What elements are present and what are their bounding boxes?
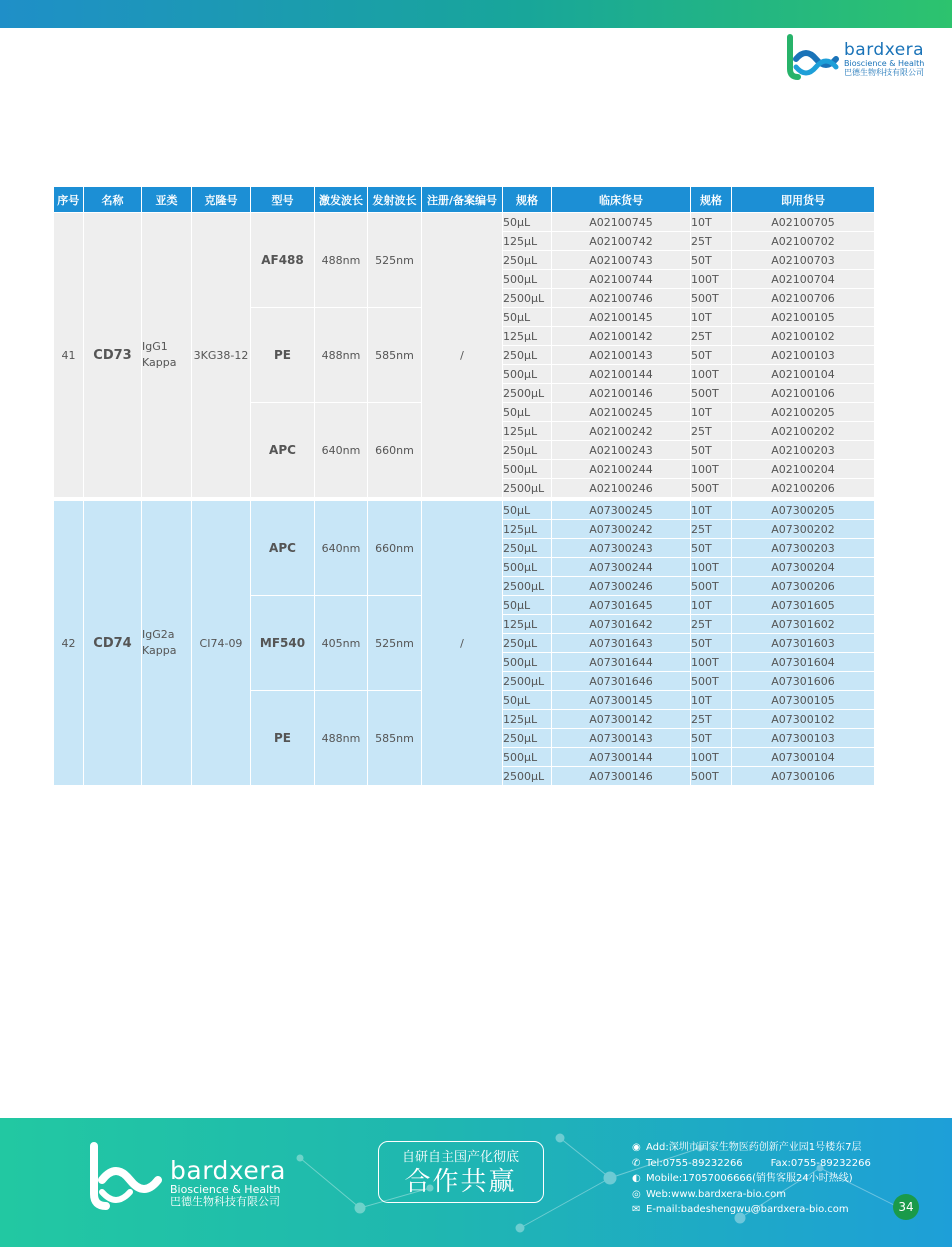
spec-volume: 50μL	[503, 691, 552, 710]
clinical-catalog-number: A07301642	[552, 615, 691, 634]
page-number: 34	[893, 1194, 919, 1220]
bardxera-logo-icon-white	[86, 1142, 166, 1212]
fluorophore-type: PE	[251, 308, 315, 403]
clinical-catalog-number: A07300145	[552, 691, 691, 710]
clinical-catalog-number: A02100746	[552, 289, 691, 308]
contact-mobile: ◐ Mobile:17057006666(销售客服24小时热线)	[632, 1171, 871, 1187]
spec-volume: 250μL	[503, 346, 552, 365]
brand-sub-cn: 巴德生物科技有限公司	[844, 68, 924, 77]
footer-brand-sub-cn: 巴德生物科技有限公司	[170, 1195, 280, 1208]
clinical-catalog-number: A07300243	[552, 539, 691, 558]
clinical-catalog-number: A02100245	[552, 403, 691, 422]
clinical-catalog-number: A07301643	[552, 634, 691, 653]
spec-volume: 50μL	[503, 403, 552, 422]
ready-catalog-number: A02100702	[732, 232, 875, 251]
spec-tests: 50T	[691, 441, 732, 460]
clinical-catalog-number: A02100146	[552, 384, 691, 403]
clinical-catalog-number: A07300142	[552, 710, 691, 729]
spec-volume: 250μL	[503, 729, 552, 748]
ready-catalog-number: A02100206	[732, 479, 875, 500]
spec-tests: 25T	[691, 520, 732, 539]
spec-tests: 100T	[691, 365, 732, 384]
spec-tests: 500T	[691, 672, 732, 691]
header-name: 名称	[84, 187, 142, 213]
spec-volume: 125μL	[503, 327, 552, 346]
contact-address: ◉ Add:深圳市国家生物医药创新产业园1号楼东7层	[632, 1140, 871, 1156]
clinical-catalog-number: A07300144	[552, 748, 691, 767]
spec-tests: 100T	[691, 460, 732, 479]
table-row	[54, 499, 875, 520]
spec-volume: 250μL	[503, 441, 552, 460]
emission-wavelength: 525nm	[368, 596, 422, 691]
spec-volume: 250μL	[503, 251, 552, 270]
spec-tests: 100T	[691, 558, 732, 577]
ready-catalog-number: A07300104	[732, 748, 875, 767]
spec-tests: 10T	[691, 403, 732, 422]
spec-volume: 50μL	[503, 596, 552, 615]
footer-brand-sub-en: Bioscience & Health	[170, 1183, 281, 1196]
spec-volume: 500μL	[503, 558, 552, 577]
footer-brand-name: bardxera	[170, 1156, 286, 1185]
clinical-catalog-number: A07300244	[552, 558, 691, 577]
excitation-wavelength: 488nm	[315, 308, 368, 403]
bardxera-logo-icon	[784, 33, 840, 81]
spec-tests: 50T	[691, 346, 732, 365]
phone-icon: ✆	[632, 1157, 641, 1169]
spec-volume: 250μL	[503, 539, 552, 558]
emission-wavelength: 660nm	[368, 499, 422, 596]
clinical-catalog-number: A02100744	[552, 270, 691, 289]
email-icon: ✉	[632, 1204, 641, 1215]
product-name: CD74	[84, 499, 142, 786]
emission-wavelength: 585nm	[368, 308, 422, 403]
contact-tel: ✆ Tel:0755-89232266 Fax:0755-89232266	[632, 1156, 871, 1172]
clinical-catalog-number: A02100143	[552, 346, 691, 365]
slogan-line-1: 自研自主国产化彻底	[401, 1150, 519, 1165]
emission-wavelength: 525nm	[368, 213, 422, 308]
spec-tests: 50T	[691, 539, 732, 558]
mobile-icon: ◐	[632, 1173, 641, 1184]
clinical-catalog-number: A02100244	[552, 460, 691, 479]
ready-catalog-number: A07300102	[732, 710, 875, 729]
ready-catalog-number: A07301604	[732, 653, 875, 672]
ready-catalog-number: A07300205	[732, 499, 875, 520]
brand-logo-top	[784, 33, 934, 81]
ready-catalog-number: A02100106	[732, 384, 875, 403]
header-emission: 发射波长	[368, 187, 422, 213]
spec-tests: 25T	[691, 422, 732, 441]
excitation-wavelength: 640nm	[315, 499, 368, 596]
clinical-catalog-number: A07300245	[552, 499, 691, 520]
clinical-catalog-number: A07300146	[552, 767, 691, 786]
product-group-cd74	[54, 499, 875, 786]
excitation-wavelength: 488nm	[315, 213, 368, 308]
row-number: 42	[54, 499, 84, 786]
row-number: 41	[54, 213, 84, 500]
spec-tests: 100T	[691, 270, 732, 289]
spec-volume: 2500μL	[503, 577, 552, 596]
spec-tests: 500T	[691, 384, 732, 403]
spec-tests: 10T	[691, 499, 732, 520]
registration-number: /	[422, 213, 503, 500]
header-spec-2: 规格	[691, 187, 732, 213]
spec-volume: 125μL	[503, 422, 552, 441]
spec-tests: 25T	[691, 615, 732, 634]
header-type: 型号	[251, 187, 315, 213]
excitation-wavelength: 488nm	[315, 691, 368, 786]
spec-tests: 500T	[691, 479, 732, 500]
spec-volume: 50μL	[503, 308, 552, 327]
ready-catalog-number: A07301602	[732, 615, 875, 634]
clone-number: 3KG38-12	[192, 213, 251, 500]
ready-catalog-number: A02100104	[732, 365, 875, 384]
ready-catalog-number: A02100202	[732, 422, 875, 441]
clinical-catalog-number: A07301645	[552, 596, 691, 615]
spec-tests: 50T	[691, 251, 732, 270]
ready-catalog-number: A02100705	[732, 213, 875, 232]
ready-catalog-number: A07300103	[732, 729, 875, 748]
ready-catalog-number: A07300105	[732, 691, 875, 710]
spec-volume: 50μL	[503, 499, 552, 520]
spec-volume: 2500μL	[503, 767, 552, 786]
clinical-catalog-number: A02100243	[552, 441, 691, 460]
spec-tests: 10T	[691, 596, 732, 615]
clinical-catalog-number: A07301646	[552, 672, 691, 691]
spec-volume: 250μL	[503, 634, 552, 653]
spec-tests: 500T	[691, 577, 732, 596]
ready-catalog-number: A02100102	[732, 327, 875, 346]
ready-catalog-number: A02100703	[732, 251, 875, 270]
ready-catalog-number: A02100205	[732, 403, 875, 422]
spec-tests: 500T	[691, 289, 732, 308]
subclass: IgG1 Kappa	[142, 213, 192, 500]
brand-sub-en: Bioscience & Health	[844, 59, 925, 68]
clinical-catalog-number: A02100144	[552, 365, 691, 384]
registration-number: /	[422, 499, 503, 786]
ready-catalog-number: A07300204	[732, 558, 875, 577]
spec-tests: 25T	[691, 327, 732, 346]
fluorophore-type: MF540	[251, 596, 315, 691]
header-excitation: 激发波长	[315, 187, 368, 213]
clinical-catalog-number: A02100242	[552, 422, 691, 441]
spec-volume: 125μL	[503, 710, 552, 729]
product-name: CD73	[84, 213, 142, 500]
spec-volume: 125μL	[503, 520, 552, 539]
clinical-catalog-number: A02100743	[552, 251, 691, 270]
ready-catalog-number: A07301605	[732, 596, 875, 615]
contact-email: ✉ E-mail:badeshengwu@bardxera-bio.com	[632, 1202, 871, 1218]
clinical-catalog-number: A02100742	[552, 232, 691, 251]
ready-catalog-number: A07300206	[732, 577, 875, 596]
spec-volume: 500μL	[503, 270, 552, 289]
subclass: IgG2a Kappa	[142, 499, 192, 786]
ready-catalog-number: A02100704	[732, 270, 875, 289]
spec-tests: 100T	[691, 653, 732, 672]
ready-catalog-number: A07301606	[732, 672, 875, 691]
emission-wavelength: 660nm	[368, 403, 422, 500]
spec-tests: 500T	[691, 767, 732, 786]
spec-volume: 125μL	[503, 615, 552, 634]
excitation-wavelength: 405nm	[315, 596, 368, 691]
header-ready-no: 即用货号	[732, 187, 875, 213]
spec-volume: 500μL	[503, 653, 552, 672]
spec-tests: 50T	[691, 634, 732, 653]
header-clone: 克隆号	[192, 187, 251, 213]
clinical-catalog-number: A02100745	[552, 213, 691, 232]
brand-name: bardxera	[844, 40, 925, 60]
table-row	[54, 213, 875, 232]
spec-volume: 2500μL	[503, 289, 552, 308]
contact-web: ◎ Web:www.bardxera-bio.com	[632, 1187, 871, 1203]
ready-catalog-number: A07300202	[732, 520, 875, 539]
slogan-box	[378, 1141, 544, 1203]
brand-logo-bottom	[86, 1142, 286, 1212]
spec-volume: 500μL	[503, 748, 552, 767]
globe-icon: ◎	[632, 1188, 641, 1200]
emission-wavelength: 585nm	[368, 691, 422, 786]
header-registration: 注册/备案编号	[422, 187, 503, 213]
fluorophore-type: APC	[251, 499, 315, 596]
spec-volume: 125μL	[503, 232, 552, 251]
spec-volume: 500μL	[503, 460, 552, 479]
footer	[0, 1118, 952, 1247]
spec-volume: 2500μL	[503, 384, 552, 403]
contact-fax: Fax:0755-89232266	[770, 1157, 871, 1169]
clinical-catalog-number: A02100246	[552, 479, 691, 500]
header-clinical-no: 临床货号	[552, 187, 691, 213]
ready-catalog-number: A02100103	[732, 346, 875, 365]
clone-number: CI74-09	[192, 499, 251, 786]
clinical-catalog-number: A02100145	[552, 308, 691, 327]
fluorophore-type: PE	[251, 691, 315, 786]
spec-tests: 50T	[691, 729, 732, 748]
product-group-cd73	[54, 213, 875, 500]
spec-tests: 10T	[691, 691, 732, 710]
excitation-wavelength: 640nm	[315, 403, 368, 500]
ready-catalog-number: A02100706	[732, 289, 875, 308]
spec-tests: 10T	[691, 213, 732, 232]
clinical-catalog-number: A07301644	[552, 653, 691, 672]
ready-catalog-number: A02100105	[732, 308, 875, 327]
spec-volume: 2500μL	[503, 672, 552, 691]
header-subclass: 亚类	[142, 187, 192, 213]
table-header-row	[54, 187, 875, 213]
fluorophore-type: APC	[251, 403, 315, 500]
contact-info	[632, 1140, 871, 1218]
fluorophore-type: AF488	[251, 213, 315, 308]
spec-volume: 50μL	[503, 213, 552, 232]
ready-catalog-number: A02100204	[732, 460, 875, 479]
clinical-catalog-number: A07300143	[552, 729, 691, 748]
clinical-catalog-number: A07300242	[552, 520, 691, 539]
product-table	[53, 187, 875, 786]
spec-tests: 25T	[691, 710, 732, 729]
clinical-catalog-number: A02100142	[552, 327, 691, 346]
ready-catalog-number: A07301603	[732, 634, 875, 653]
ready-catalog-number: A02100203	[732, 441, 875, 460]
spec-volume: 500μL	[503, 365, 552, 384]
spec-volume: 2500μL	[503, 479, 552, 500]
spec-tests: 10T	[691, 308, 732, 327]
header-spec: 规格	[503, 187, 552, 213]
spec-tests: 25T	[691, 232, 732, 251]
slogan-line-2: 合作共赢	[404, 1167, 517, 1197]
clinical-catalog-number: A07300246	[552, 577, 691, 596]
spec-tests: 100T	[691, 748, 732, 767]
ready-catalog-number: A07300203	[732, 539, 875, 558]
ready-catalog-number: A07300106	[732, 767, 875, 786]
header-no: 序号	[54, 187, 84, 213]
location-icon: ◉	[632, 1142, 641, 1153]
top-color-bar	[0, 0, 952, 28]
